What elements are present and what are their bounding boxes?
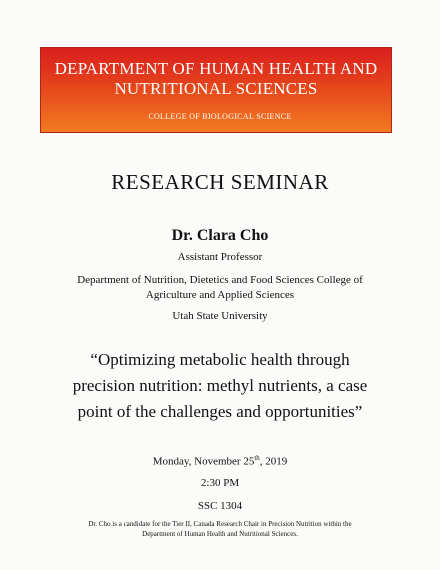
department-name-line2: NUTRITIONAL SCIENCES — [114, 79, 318, 98]
speaker-university: Utah State University — [172, 310, 268, 322]
affiliation-line2: Agriculture and Applied Sciences — [145, 289, 295, 301]
event-date-prefix: Monday, November 25 — [152, 455, 255, 468]
event-date-suffix: th — [254, 454, 260, 462]
talk-title-line1: “Optimizing metabolic health through — [90, 350, 350, 369]
candidate-footnote — [30, 519, 410, 539]
speaker-name: Dr. Clara Cho — [171, 227, 269, 244]
talk-title-line2: precision nutrition: methyl nutrients, a case — [72, 376, 368, 395]
talk-title — [40, 347, 400, 425]
speaker-role: Assistant Professor — [177, 251, 263, 263]
college-name: COLLEGE OF BIOLOGICAL SCIENCE — [148, 112, 292, 121]
department-name — [40, 59, 392, 99]
department-name-line1: DEPARTMENT OF HUMAN HEALTH AND — [54, 59, 378, 78]
event-date-year: , 2019 — [259, 455, 288, 468]
affiliation-line1: Department of Nutrition, Dietetics and Food Sciences College of — [77, 274, 363, 286]
talk-title-line3: point of the challenges and opportunities” — [77, 402, 363, 421]
footnote-line1: Dr. Cho is a candidate for the Tier II, Canada Research Chair in Precision Nutrition within the — [88, 520, 352, 528]
event-time: 2:30 PM — [200, 477, 240, 489]
speaker-affiliation — [50, 273, 390, 303]
event-room: SSC 1304 — [197, 500, 243, 512]
seminar-heading: RESEARCH SEMINAR — [111, 170, 329, 194]
event-date — [0, 454, 440, 468]
footnote-line2: Department of Human Health and Nutritional Sciences. — [142, 530, 298, 538]
